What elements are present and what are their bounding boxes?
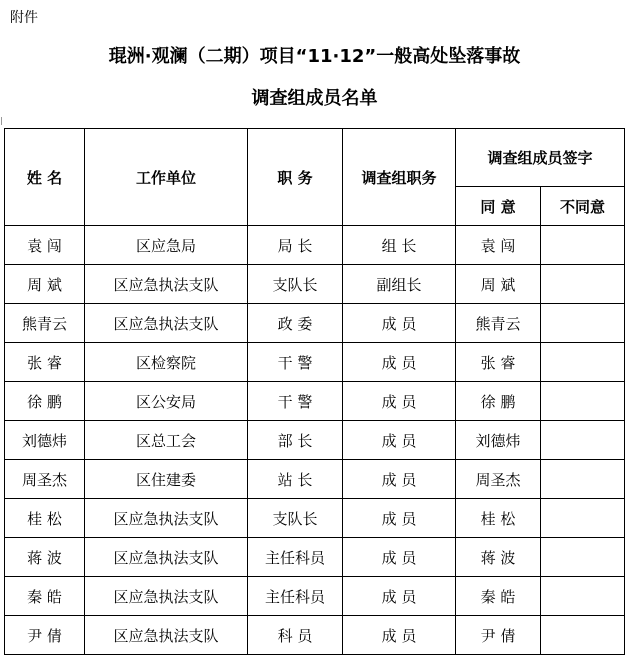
signature-agree-cell: 熊青云 xyxy=(456,304,541,343)
signature-agree-cell: 蒋 波 xyxy=(456,538,541,577)
member-position-cell: 部 长 xyxy=(248,421,343,460)
table-row xyxy=(5,577,625,616)
signature-disagree-cell xyxy=(541,265,625,304)
member-team-role-cell: 副组长 xyxy=(343,265,456,304)
signature-agree-cell: 周圣杰 xyxy=(456,460,541,499)
signature-agree-cell: 徐 鹏 xyxy=(456,382,541,421)
signature-agree-cell: 秦 皓 xyxy=(456,577,541,616)
member-unit-cell: 区应急执法支队 xyxy=(85,499,248,538)
member-unit-cell: 区总工会 xyxy=(85,421,248,460)
member-name-cell: 周圣杰 xyxy=(5,460,85,499)
table-row xyxy=(5,226,625,265)
signature-disagree-cell xyxy=(541,616,625,655)
member-name-cell: 张 睿 xyxy=(5,343,85,382)
table-row xyxy=(5,304,625,343)
header-unit: 工作单位 xyxy=(85,129,248,226)
member-team-role-cell: 成 员 xyxy=(343,382,456,421)
member-team-role-cell: 成 员 xyxy=(343,538,456,577)
signature-disagree-cell xyxy=(541,499,625,538)
header-team-role: 调查组职务 xyxy=(343,129,456,226)
member-position-cell: 主任科员 xyxy=(248,538,343,577)
header-agree: 同 意 xyxy=(456,187,541,226)
member-position-cell: 干 警 xyxy=(248,382,343,421)
signature-disagree-cell xyxy=(541,343,625,382)
signature-disagree-cell xyxy=(541,382,625,421)
member-position-cell: 支队长 xyxy=(248,499,343,538)
table-row xyxy=(5,616,625,655)
signature-agree-cell: 袁 闯 xyxy=(456,226,541,265)
table-row xyxy=(5,538,625,577)
signature-agree-cell: 周 斌 xyxy=(456,265,541,304)
member-position-cell: 支队长 xyxy=(248,265,343,304)
member-unit-cell: 区公安局 xyxy=(85,382,248,421)
member-position-cell: 科 员 xyxy=(248,616,343,655)
table-row xyxy=(5,343,625,382)
table-row xyxy=(5,460,625,499)
member-position-cell: 主任科员 xyxy=(248,577,343,616)
member-unit-cell: 区住建委 xyxy=(85,460,248,499)
member-name-cell: 徐 鹏 xyxy=(5,382,85,421)
signature-agree-cell: 桂 松 xyxy=(456,499,541,538)
signature-agree-cell: 刘德炜 xyxy=(456,421,541,460)
header-signature: 调查组成员签字 xyxy=(456,129,625,187)
header-position: 职 务 xyxy=(248,129,343,226)
member-name-cell: 袁 闯 xyxy=(5,226,85,265)
member-unit-cell: 区检察院 xyxy=(85,343,248,382)
table-body xyxy=(5,226,625,655)
member-unit-cell: 区应急执法支队 xyxy=(85,577,248,616)
member-team-role-cell: 成 员 xyxy=(343,616,456,655)
member-name-cell: 熊青云 xyxy=(5,304,85,343)
member-name-cell: 尹 倩 xyxy=(5,616,85,655)
table-row xyxy=(5,265,625,304)
table-header xyxy=(5,129,625,226)
member-team-role-cell: 成 员 xyxy=(343,577,456,616)
member-name-cell: 蒋 波 xyxy=(5,538,85,577)
signature-disagree-cell xyxy=(541,304,625,343)
member-unit-cell: 区应急执法支队 xyxy=(85,616,248,655)
signature-agree-cell: 尹 倩 xyxy=(456,616,541,655)
member-team-role-cell: 成 员 xyxy=(343,460,456,499)
member-position-cell: 局 长 xyxy=(248,226,343,265)
table-row xyxy=(5,499,625,538)
signature-disagree-cell xyxy=(541,577,625,616)
member-position-cell: 干 警 xyxy=(248,343,343,382)
member-table xyxy=(4,128,625,655)
member-team-role-cell: 成 员 xyxy=(343,499,456,538)
member-name-cell: 桂 松 xyxy=(5,499,85,538)
table-row xyxy=(5,382,625,421)
member-unit-cell: 区应急局 xyxy=(85,226,248,265)
member-unit-cell: 区应急执法支队 xyxy=(85,538,248,577)
member-team-role-cell: 组 长 xyxy=(343,226,456,265)
table-row xyxy=(5,421,625,460)
header-name: 姓 名 xyxy=(5,129,85,226)
member-position-cell: 政 委 xyxy=(248,304,343,343)
signature-disagree-cell xyxy=(541,421,625,460)
member-name-cell: 刘德炜 xyxy=(5,421,85,460)
member-team-role-cell: 成 员 xyxy=(343,421,456,460)
member-name-cell: 秦 皓 xyxy=(5,577,85,616)
signature-disagree-cell xyxy=(541,538,625,577)
document-title: 琨洲·观澜（二期）项目“11·12”一般高处坠落事故 xyxy=(108,46,521,67)
member-team-role-cell: 成 员 xyxy=(343,304,456,343)
member-unit-cell: 区应急执法支队 xyxy=(85,304,248,343)
header-disagree: 不同意 xyxy=(541,187,625,226)
member-name-cell: 周 斌 xyxy=(5,265,85,304)
member-team-role-cell: 成 员 xyxy=(343,343,456,382)
member-unit-cell: 区应急执法支队 xyxy=(85,265,248,304)
document-subtitle: 调查组成员名单 xyxy=(251,88,378,109)
margin-mark xyxy=(1,117,4,125)
member-position-cell: 站 长 xyxy=(248,460,343,499)
attachment-label: 附件 xyxy=(10,10,38,26)
signature-disagree-cell xyxy=(541,460,625,499)
signature-disagree-cell xyxy=(541,226,625,265)
signature-agree-cell: 张 睿 xyxy=(456,343,541,382)
